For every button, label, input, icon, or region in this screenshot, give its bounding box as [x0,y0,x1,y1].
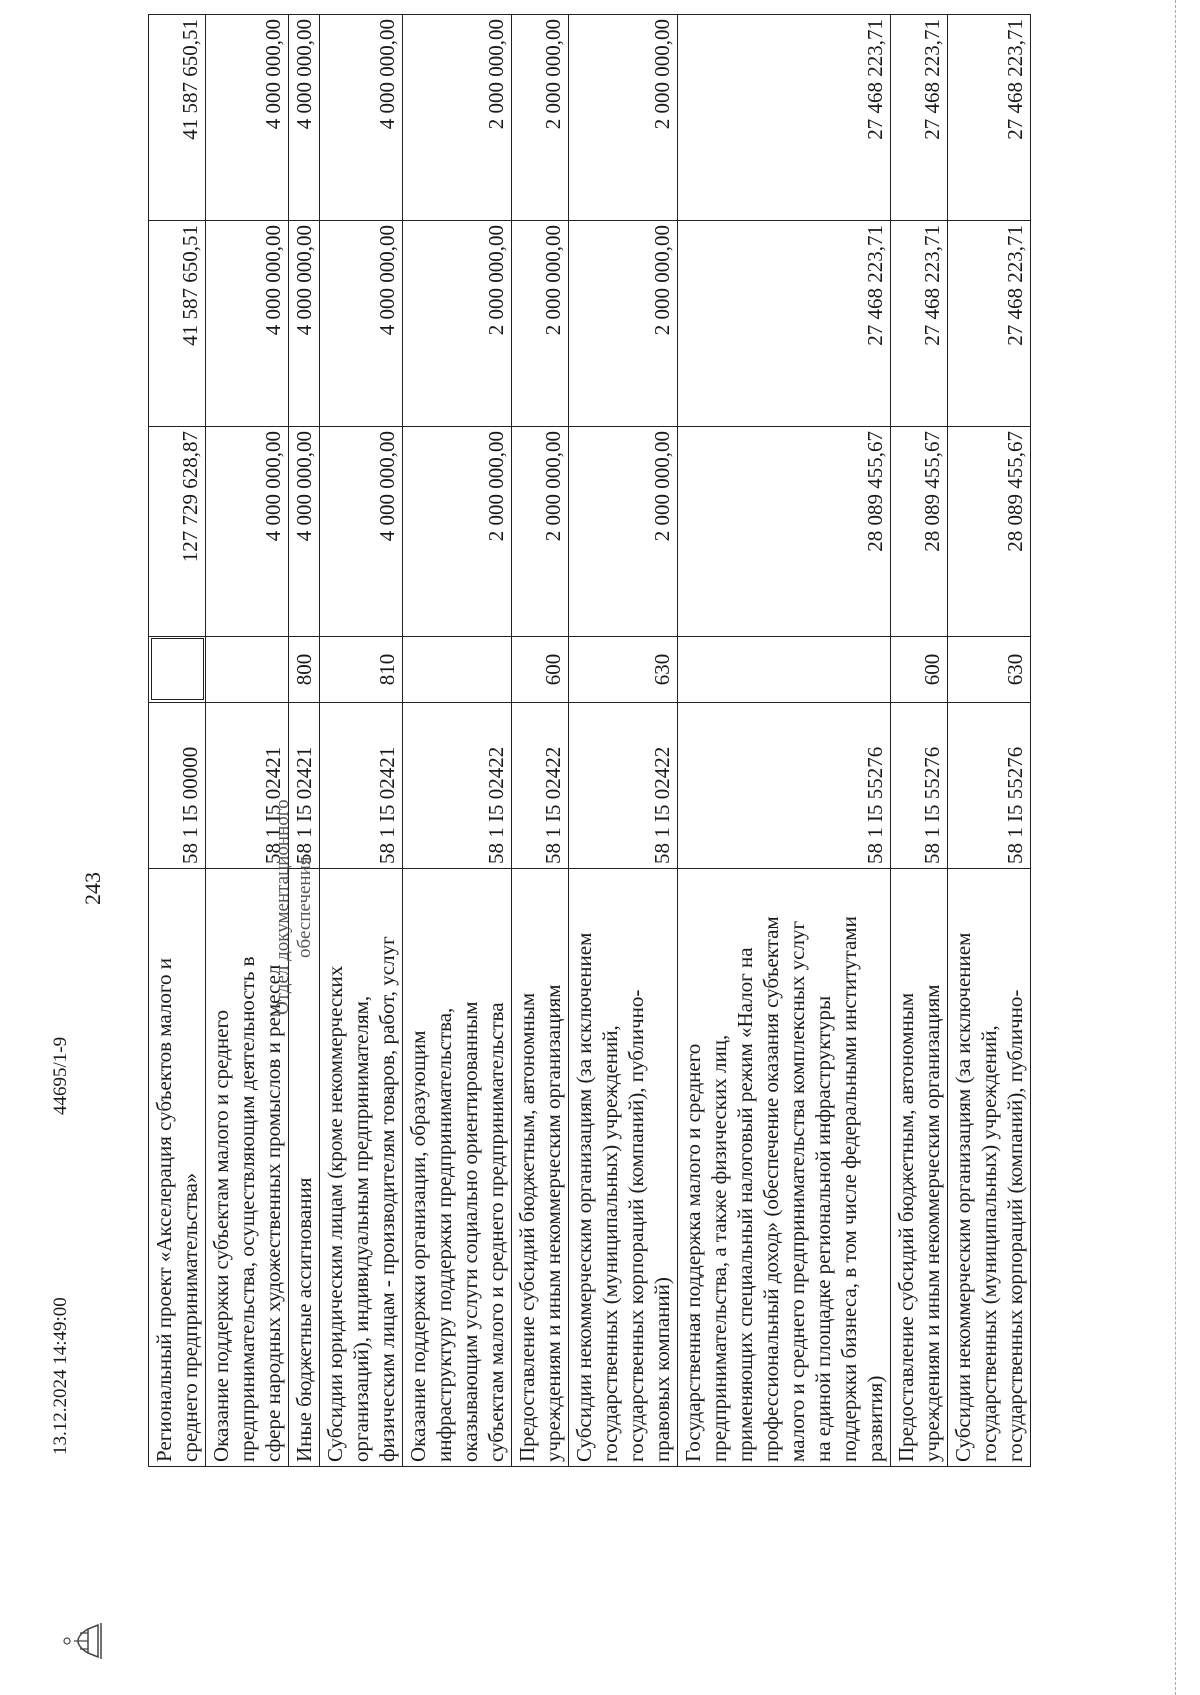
amount-col-1: 28 089 455,67 [948,427,1031,637]
description-line: профессиональный доход» (обеспечение оказания субъектам [759,916,783,1462]
description-line: среднего предпринимательства» [178,1172,202,1462]
description-line: малого и среднего предпринимательства комплексных услуг [785,920,809,1462]
table-row [678,15,891,1467]
amount-col-2: 41 587 650,51 [149,221,206,427]
amount-col-3: 4 000 000,00 [320,15,403,221]
target-article-code: 58 1 I5 55276 [891,703,948,869]
description-line: Предоставление субсидий бюджетным, автономным [515,992,539,1462]
target-article-code: 58 1 I5 02422 [569,703,678,869]
amount-col-3: 4 000 000,00 [206,15,289,221]
document-number: 44695/1-9 [50,1036,71,1115]
amount-col-3: 2 000 000,00 [569,15,678,221]
expense-type-code [206,637,289,703]
expense-type-code [678,637,891,703]
amount-col-2: 2 000 000,00 [403,221,512,427]
row-description [891,869,948,1467]
row-description [149,869,206,1467]
target-article-code: 58 1 I5 02422 [403,703,512,869]
description-line: субъектам малого и среднего предпринимательства [484,1002,508,1462]
coat-of-arms-icon [58,1617,102,1665]
expense-type-code: 600 [891,637,948,703]
target-article-code: 58 1 I5 02421 [289,703,320,869]
department-stamp-line: обеспечения [294,856,315,958]
target-article-code: 58 1 I5 02421 [206,703,289,869]
description-line: физическим лицам - производителям товаров, работ, услуг [375,936,399,1462]
description-line: Иные бюджетные ассигнования [292,1177,316,1462]
table-row [206,15,289,1467]
target-article-code: 58 1 I5 00000 [149,703,206,869]
amount-col-3: 27 468 223,71 [891,15,948,221]
description-line: Субсидии некоммерческим организациям (за исключением [572,932,596,1462]
description-line: на единой площадке региональной инфраструктуры [811,995,835,1462]
amount-col-1: 28 089 455,67 [678,427,891,637]
table-row [948,15,1031,1467]
description-line: предпринимательства, осуществляющим деятельность в [235,956,259,1462]
description-line: сфере народных художественных промыслов и ремесел [261,964,285,1462]
amount-col-2: 2 000 000,00 [569,221,678,427]
amount-col-2: 27 468 223,71 [678,221,891,427]
table-row [149,15,206,1467]
description-line: оказывающим услуги социально ориентированным [458,1001,482,1462]
amount-col-1: 4 000 000,00 [289,427,320,637]
row-description [320,869,403,1467]
target-article-code: 58 1 I5 55276 [948,703,1031,869]
amount-col-2: 4 000 000,00 [206,221,289,427]
amount-col-1: 2 000 000,00 [403,427,512,637]
amount-col-3: 2 000 000,00 [512,15,569,221]
amount-col-1: 127 729 628,87 [149,427,206,637]
row-description [569,869,678,1467]
table-row [512,15,569,1467]
row-description [512,869,569,1467]
expense-type-code [403,637,512,703]
target-article-code: 58 1 I5 02421 [320,703,403,869]
expense-type-code: 810 [320,637,403,703]
table-row [403,15,512,1467]
description-line: государственных (муниципальных) учреждений, [598,1025,622,1462]
amount-col-3: 27 468 223,71 [678,15,891,221]
expense-type-code [149,637,206,703]
description-line: государственных корпораций (компаний), публично- [1003,989,1027,1462]
scan-edge-line [1175,0,1176,1695]
description-line: Субсидии юридическим лицам (кроме некоммерческих [323,965,347,1462]
description-line: государственных (муниципальных) учреждений, [977,1025,1001,1462]
amount-col-2: 4 000 000,00 [289,221,320,427]
row-description [403,869,512,1467]
description-line: правовых компаний) [650,1277,674,1462]
expense-type-code: 630 [569,637,678,703]
budget-table [148,14,1031,1467]
description-line: инфраструктуру поддержки предпринимательства, [432,1007,456,1462]
row-description [948,869,1031,1467]
description-line: применяющих специальный налоговый режим «Налог на [733,947,757,1462]
description-line: учреждениям и иным некоммерческим организациям [541,984,565,1462]
amount-col-1: 28 089 455,67 [891,427,948,637]
print-timestamp: 13.12.2024 14:49:00 [50,1297,71,1455]
description-line: Субсидии некоммерческим организациям (за исключением [951,932,975,1462]
amount-col-3: 2 000 000,00 [403,15,512,221]
expense-type-code: 630 [948,637,1031,703]
description-line: Региональный проект «Акселерация субъектов малого и [152,958,176,1462]
description-line: поддержки бизнеса, в том числе федеральными институтами [837,916,861,1462]
description-line: государственных корпораций (компаний), публично- [624,989,648,1462]
amount-col-3: 4 000 000,00 [289,15,320,221]
amount-col-1: 2 000 000,00 [512,427,569,637]
amount-col-3: 41 587 650,51 [149,15,206,221]
target-article-code: 58 1 I5 55276 [678,703,891,869]
amount-col-2: 27 468 223,71 [891,221,948,427]
table-row [569,15,678,1467]
table-row [320,15,403,1467]
description-line: организаций), индивидуальным предпринимателям, [349,995,373,1462]
description-line: развития) [863,1375,887,1462]
amount-col-2: 2 000 000,00 [512,221,569,427]
target-article-code: 58 1 I5 02422 [512,703,569,869]
row-description [678,869,891,1467]
table-row [289,15,320,1467]
amount-col-2: 4 000 000,00 [320,221,403,427]
department-stamp-line: Отдел документационного [272,799,293,1015]
amount-col-1: 2 000 000,00 [569,427,678,637]
amount-col-1: 4 000 000,00 [206,427,289,637]
department-stamp [272,799,316,1015]
description-line: Оказание поддержки организации, образующим [406,1030,430,1462]
expense-type-code: 800 [289,637,320,703]
description-line: Государственная поддержка малого и среднего [681,1043,705,1462]
amount-col-3: 27 468 223,71 [948,15,1031,221]
description-line: Предоставление субсидий бюджетным, автономным [894,992,918,1462]
expense-type-code: 600 [512,637,569,703]
description-line: учреждениям и иным некоммерческим организациям [920,984,944,1462]
table-row [891,15,948,1467]
description-line: предпринимательства, а также физических лиц, [707,1034,731,1462]
amount-col-2: 27 468 223,71 [948,221,1031,427]
page-number: 243 [80,872,105,905]
amount-col-1: 4 000 000,00 [320,427,403,637]
description-line: Оказание поддержки субъектам малого и среднего [209,1009,233,1462]
